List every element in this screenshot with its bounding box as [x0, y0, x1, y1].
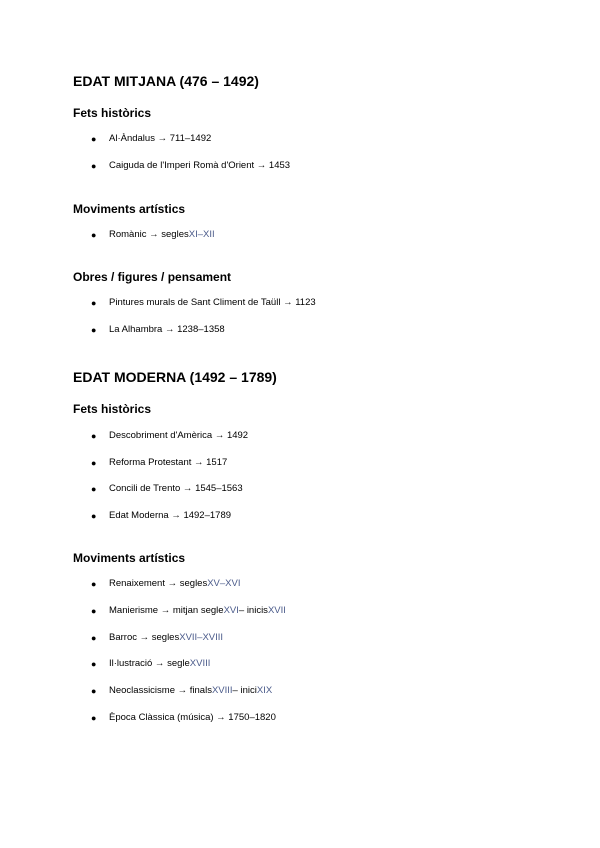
- list-item: ● Època Clàssica (música) → 1750–1820: [91, 712, 276, 723]
- bullet-icon: ●: [91, 324, 97, 335]
- bullet-icon: ●: [91, 658, 97, 669]
- bullet-icon: ●: [91, 712, 97, 723]
- list-item: ● Edat Moderna → 1492–1789: [91, 510, 232, 521]
- era-heading-modern: EDAT MODERNA (1492 – 1789): [73, 369, 277, 385]
- list-item: ● Romànic → segles XI–XII: [91, 229, 215, 240]
- subheading-historical-events: Fets històrics: [73, 106, 152, 120]
- list-item: ● Pintures murals de Sant Climent de Taüll → 1123: [91, 297, 316, 308]
- list-item: ● Descobriment d'Amèrica → 1492: [91, 430, 249, 441]
- list-item: ● Concili de Trento → 1545–1563: [91, 483, 243, 494]
- bullet-icon: ●: [91, 430, 97, 441]
- bullet-icon: ●: [91, 297, 97, 308]
- list-item: ● Al·Àndalus → 711–1492: [91, 133, 212, 144]
- bullet-icon: ●: [91, 160, 97, 171]
- subheading-works-figures-thought: Obres / figures / pensament: [73, 270, 232, 284]
- list-item: ● Il·lustració → segle XVIII: [91, 658, 211, 669]
- subheading-historical-events: Fets històrics: [73, 402, 152, 416]
- bullet-icon: ●: [91, 632, 97, 643]
- bullet-icon: ●: [91, 229, 97, 240]
- bullet-icon: ●: [91, 510, 97, 521]
- list-item: ● Neoclassicisme → finals XVIII – inici XIX: [91, 685, 273, 696]
- bullet-icon: ●: [91, 605, 97, 616]
- list-item: ● La Alhambra → 1238–1358: [91, 324, 225, 335]
- bullet-icon: ●: [91, 483, 97, 494]
- bullet-icon: ●: [91, 578, 97, 589]
- list-item: ● Barroc → segles XVII–XVIII: [91, 632, 224, 643]
- bullet-icon: ●: [91, 457, 97, 468]
- list-item: ● Renaixement → segles XV–XVI: [91, 578, 241, 589]
- subheading-artistic-movements: Moviments artístics: [73, 202, 186, 216]
- era-heading-medieval: EDAT MITJANA (476 – 1492): [73, 73, 259, 89]
- list-item: ● Manierisme → mitjan segle XVI – inicis XVII: [91, 605, 286, 616]
- bullet-icon: ●: [91, 133, 97, 144]
- bullet-icon: ●: [91, 685, 97, 696]
- subheading-artistic-movements: Moviments artístics: [73, 551, 186, 565]
- list-item: ● Caiguda de l'Imperi Romà d'Orient → 1453: [91, 160, 291, 171]
- list-item: ● Reforma Protestant → 1517: [91, 457, 228, 468]
